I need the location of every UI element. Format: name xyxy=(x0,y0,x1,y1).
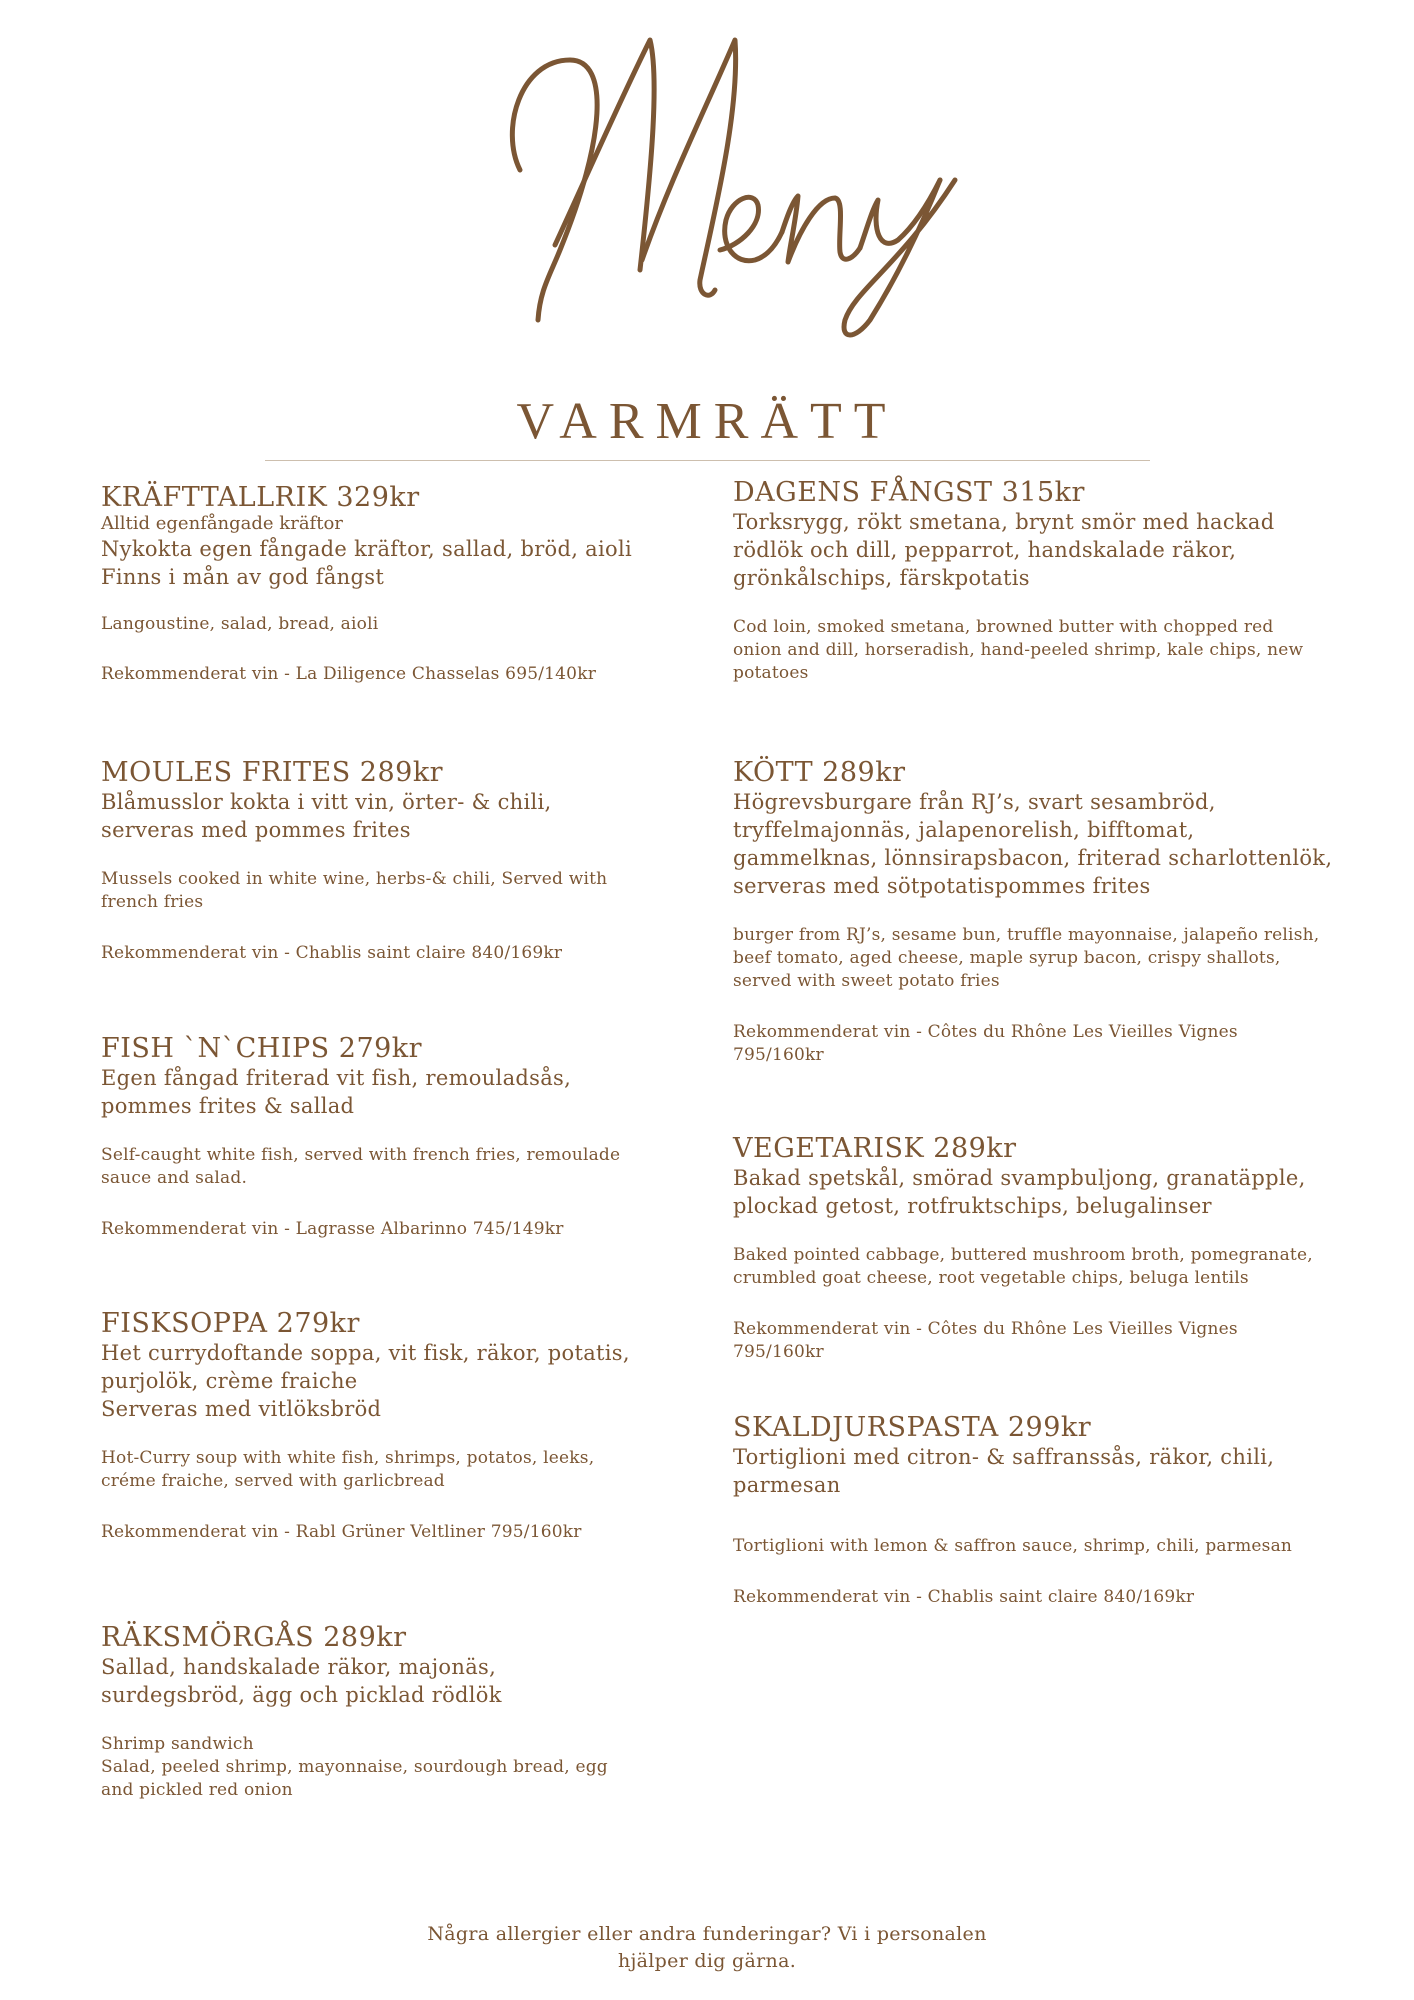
item-title: FISH `N`CHIPS 279kr xyxy=(101,1033,423,1064)
footer-note: Några allergier eller andra funderingar? Vi i personalen hjälper dig gärna. xyxy=(427,1923,987,1972)
item-english: Cod loin, smoked smetana, browned butter with chopped red onion and dill, horseradish, hand-peeled shrimp, kale chips, new potatoes xyxy=(733,617,1304,683)
menu-item-moules-frites xyxy=(101,758,701,965)
divider xyxy=(265,460,1150,461)
item-title: DAGENS FÅNGST 315kr xyxy=(733,477,1085,508)
item-english: burger from RJ’s, sesame bun, truffle mayonnaise, jalapeño relish, beef tomato, aged cheese, maple syrup bacon, crispy shallots, served with sweet potato fries xyxy=(733,925,1320,991)
item-wine: Rekommenderat vin - Chablis saint claire 840/169kr xyxy=(733,1587,1195,1607)
item-english: Baked pointed cabbage, buttered mushroom broth, pomegranate, crumbled goat cheese, root vegetable chips, beluga lentils xyxy=(733,1245,1313,1288)
item-description: Egen fångad friterad vit fish, remouladsås, pommes frites & sallad xyxy=(101,1066,572,1118)
item-description: Het currydoftande soppa, vit fisk, räkor, potatis, purjolök, crème fraiche Serveras med vitlöksbröd xyxy=(101,1341,630,1421)
item-wine: Rekommenderat vin - Côtes du Rhône Les Vieilles Vignes 795/160kr xyxy=(733,1022,1238,1065)
item-english: Hot-Curry soup with white fish, shrimps, potatos, leeks, créme fraiche, served with garlicbread xyxy=(101,1448,595,1491)
menu-script-title xyxy=(500,20,960,350)
menu-item-kott xyxy=(733,758,1353,1067)
item-english: Shrimp sandwich Salad, peeled shrimp, mayonnaise, sourdough bread, egg and pickled red onion xyxy=(101,1734,608,1800)
item-description: Nykokta egen fångade kräftor, sallad, bröd, aioli Finns i mån av god fångst xyxy=(101,537,632,589)
item-wine: Rekommenderat vin - La Diligence Chasselas 695/140kr xyxy=(101,664,597,684)
item-title: FISKSOPPA 279kr xyxy=(101,1308,360,1339)
item-wine: Rekommenderat vin - Lagrasse Albarinno 745/149kr xyxy=(101,1219,564,1239)
item-title: VEGETARISK 289kr xyxy=(733,1133,1017,1164)
item-english: Langoustine, salad, bread, aioli xyxy=(101,614,379,634)
item-english: Self-caught white fish, served with french fries, remoulade sauce and salad. xyxy=(101,1145,621,1188)
meny-lettering xyxy=(500,20,960,350)
item-description: Högrevsburgare från RJ’s, svart sesambröd, tryffelmajonnäs, jalapenorelish, bifftomat, gammelknas, lönnsirapsbacon, friterad scharlottenlök, serveras med sötpotatispommes frites xyxy=(733,790,1333,898)
item-english: Mussels cooked in white wine, herbs-& chili, Served with french fries xyxy=(101,869,608,912)
item-title: MOULES FRITES 289kr xyxy=(101,757,444,788)
item-description: Tortiglioni med citron- & saffranssås, räkor, chili, parmesan xyxy=(733,1445,1275,1497)
item-wine: Rekommenderat vin - Chablis saint claire 840/169kr xyxy=(101,943,563,963)
menu-item-skaldjurspasta xyxy=(733,1413,1353,1609)
item-wine: Rekommenderat vin - Rabl Grüner Veltliner 795/160kr xyxy=(101,1522,582,1542)
menu-item-raksmorgas xyxy=(101,1623,701,1802)
menu-item-vegetarisk xyxy=(733,1134,1353,1364)
menu-item-fisksoppa xyxy=(101,1309,701,1544)
item-description: Torksrygg, rökt smetana, brynt smör med hackad rödlök och dill, pepparrot, handskalade räkor, grönkålschips, färskpotatis xyxy=(733,510,1275,590)
menu-item-krafttallrik xyxy=(101,483,701,686)
item-title: KÖTT 289kr xyxy=(733,757,906,788)
item-description: Blåmusslor kokta i vitt vin, örter- & chili, serveras med pommes frites xyxy=(101,790,552,842)
item-description: Bakad spetskål, smörad svampbuljong, granatäpple, plockad getost, rotfruktschips, belugalinser xyxy=(733,1166,1306,1218)
item-title: RÄKSMÖRGÅS 289kr xyxy=(101,1622,407,1653)
menu-item-fish-n-chips xyxy=(101,1034,701,1241)
item-wine: Rekommenderat vin - Côtes du Rhône Les Vieilles Vignes 795/160kr xyxy=(733,1319,1238,1362)
item-english: Tortiglioni with lemon & saffron sauce, shrimp, chili, parmesan xyxy=(733,1536,1293,1556)
item-description: Sallad, handskalade räkor, majonäs, surdegsbröd, ägg och picklad rödlök xyxy=(101,1655,502,1707)
menu-item-dagens-fangst xyxy=(733,478,1353,685)
item-subtitle: Alltid egenfångade kräftor xyxy=(101,513,343,534)
section-heading: VARMRÄTT xyxy=(516,393,898,450)
item-title: SKALDJURSPASTA 299kr xyxy=(733,1412,1092,1443)
item-title: KRÄFTTALLRIK 329kr xyxy=(101,482,420,513)
